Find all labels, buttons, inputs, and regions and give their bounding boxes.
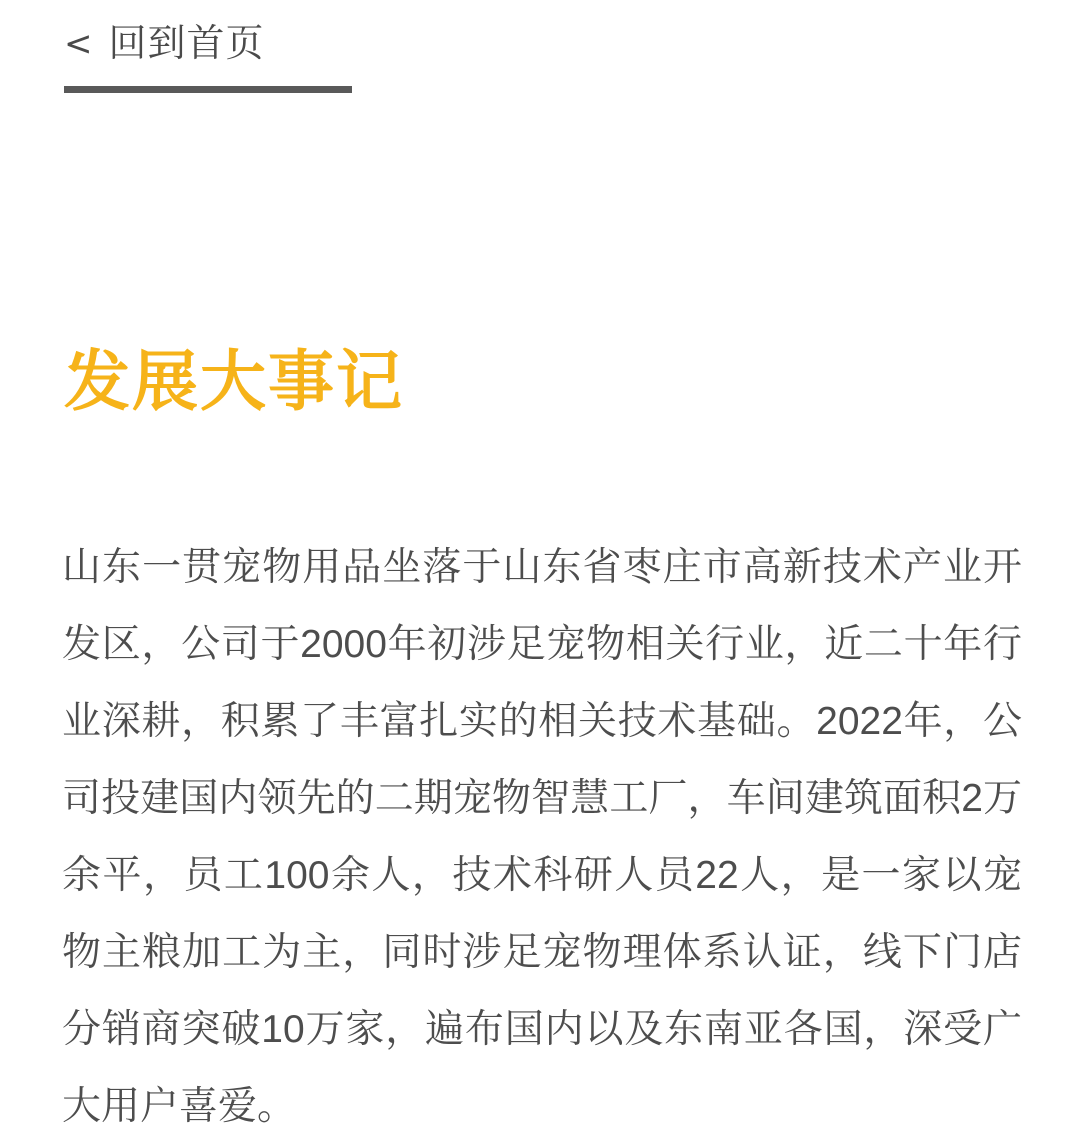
back-to-home-button[interactable] — [64, 22, 354, 68]
back-underline-divider — [64, 86, 352, 93]
back-to-home-label: 回到首页 — [108, 23, 265, 65]
chevron-left-icon: < — [64, 23, 93, 64]
company-description-paragraph: 山东一贯宠物用品坐落于山东省枣庄市高新技术产业开发区，公司于2000年初涉足宠物相关行业，近二十年行业深耕，积累了丰富扎实的相关技术基础。2022年，公司投建国内领先的二期宠物智慧工厂，车间建筑面积2万余平，员工100余人，技术科研人员22人，是一家以宠物主粮加工为主，同时涉足宠物理体系认证，线下门店分销商突破10万家，遍布国内以及东南亚各国，深受广大用户喜爱。 — [62, 546, 1022, 1128]
back-navigation — [64, 22, 354, 93]
page-title: 发展大事记 — [64, 344, 404, 419]
